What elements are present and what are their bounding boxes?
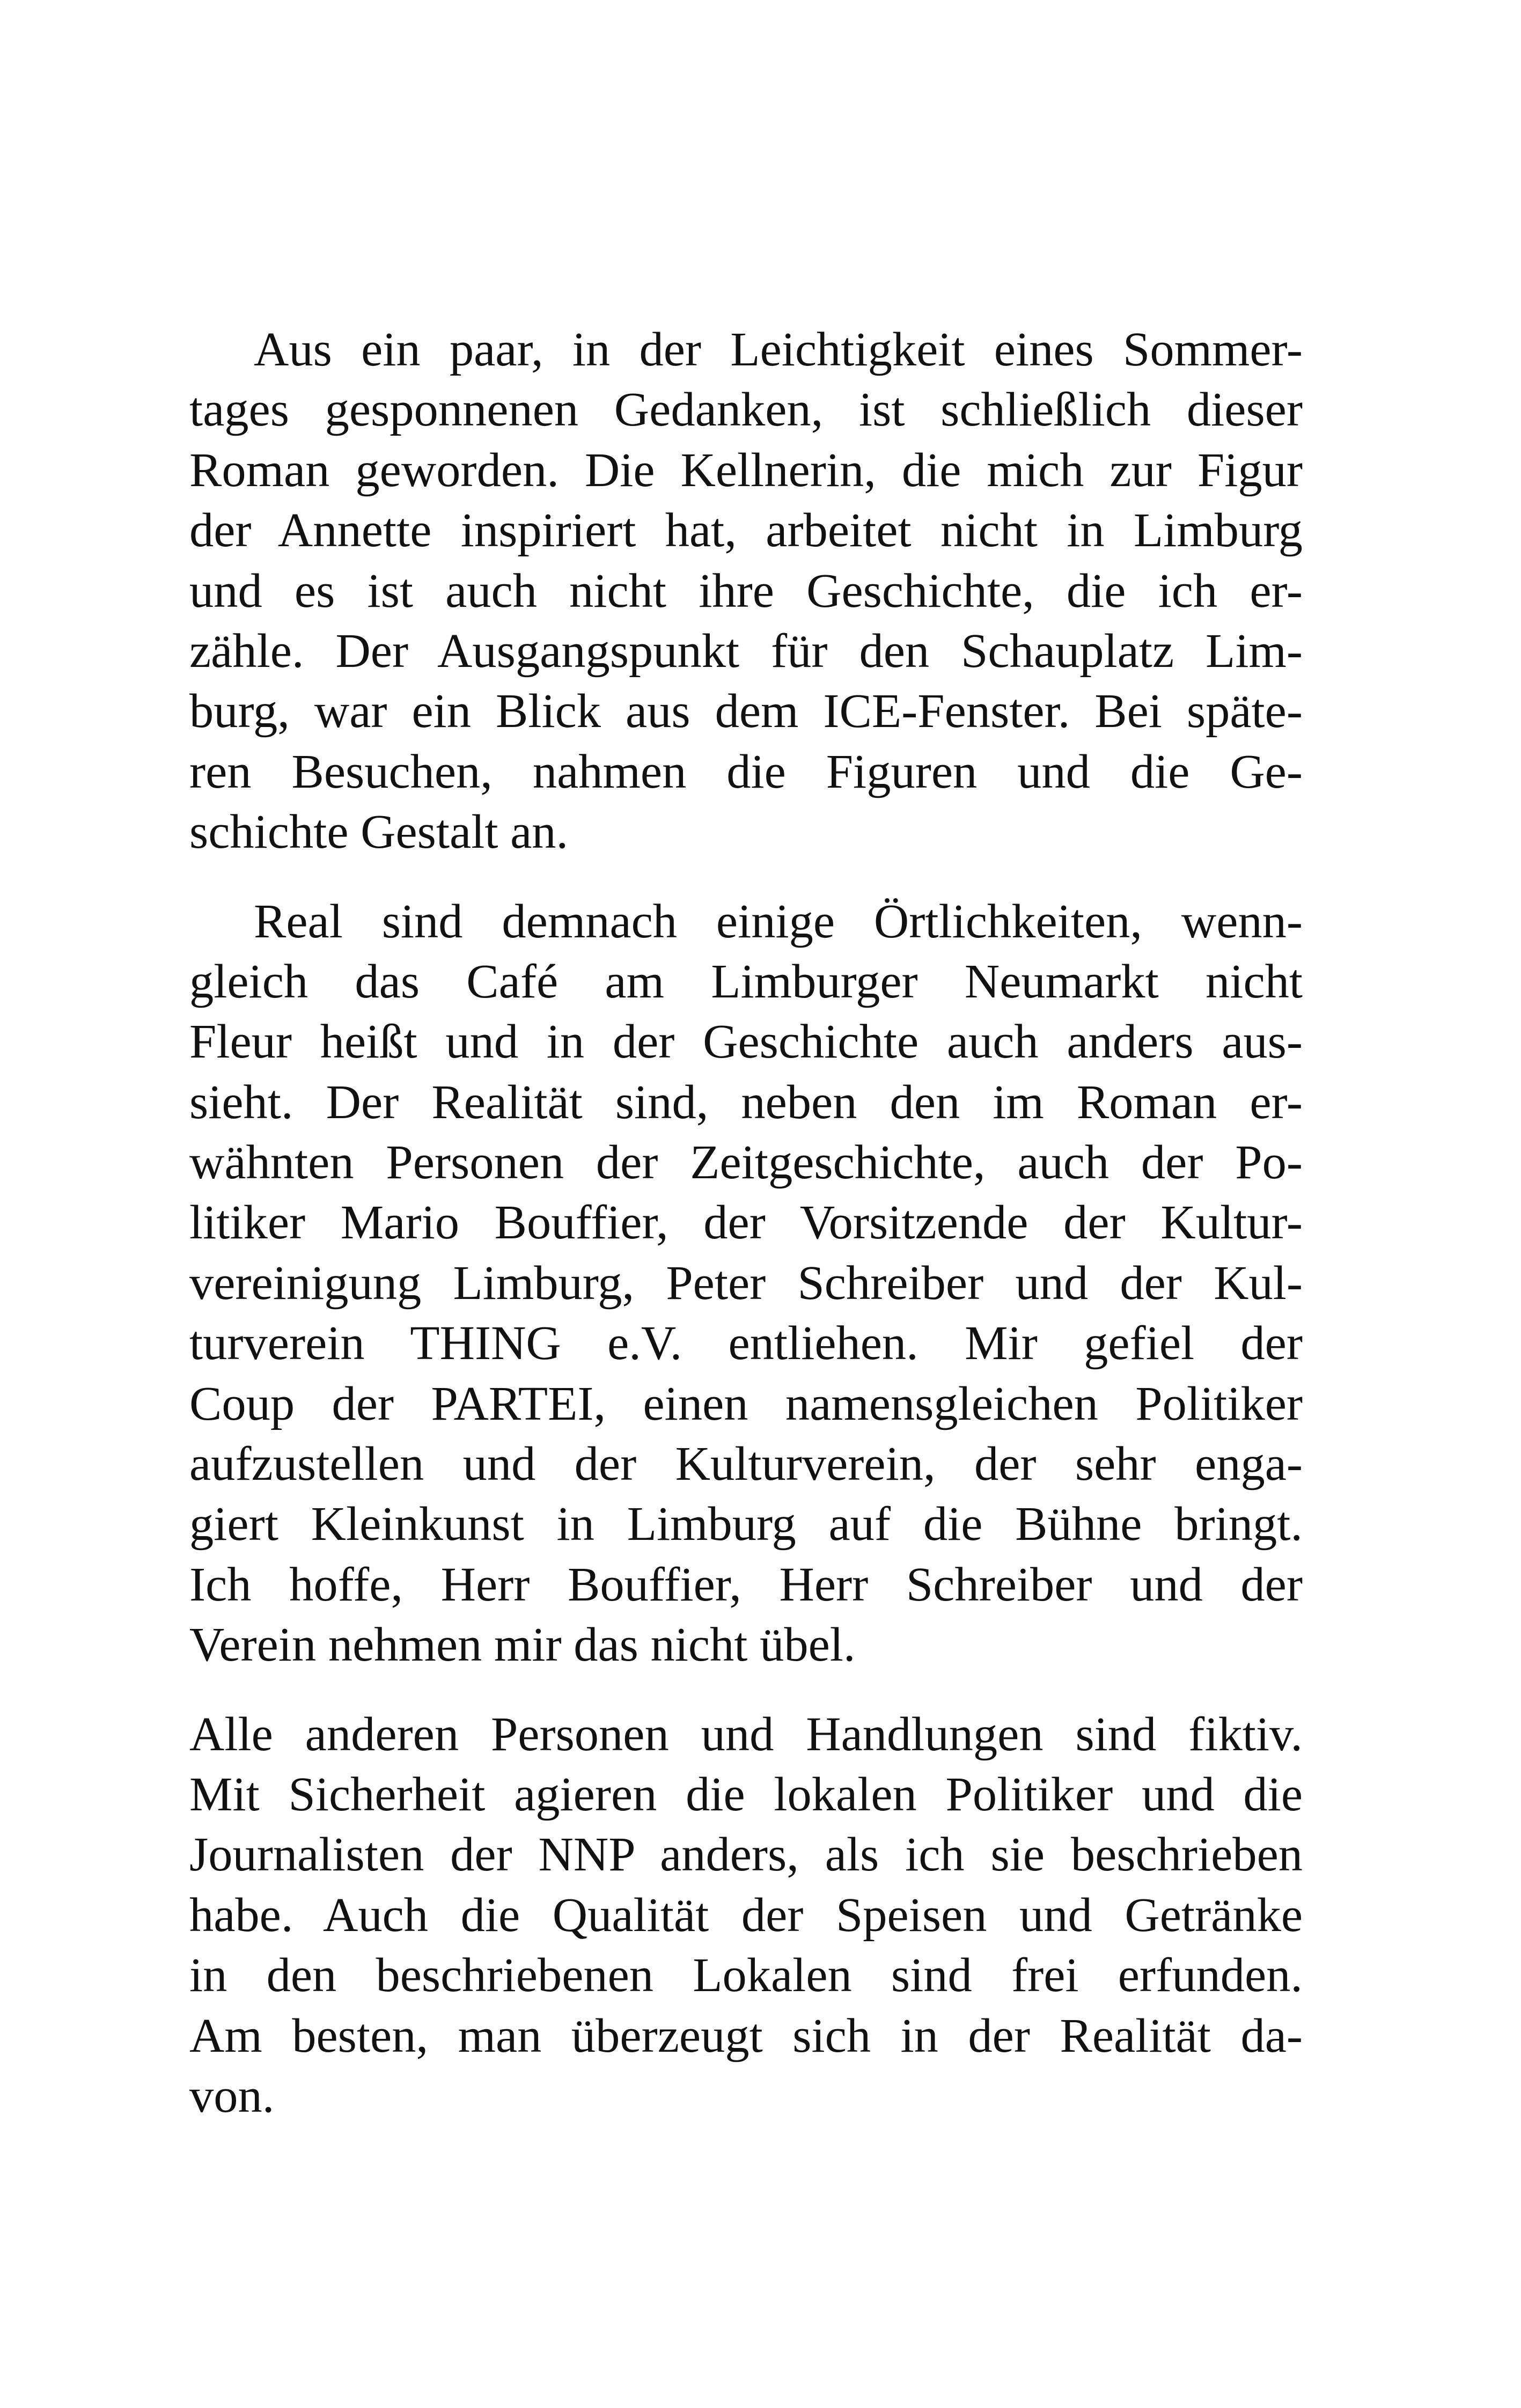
text-line: zähle. Der Ausgangspunkt für den Schauplatz Lim- [189, 623, 1303, 678]
text-line: burg, war ein Blick aus dem ICE-Fenster. Bei späte- [189, 684, 1303, 738]
text-line: wähnten Personen der Zeitgeschichte, auch der Po- [189, 1135, 1303, 1190]
text-line: Alle anderen Personen und Handlungen sind fiktiv. [189, 1706, 1303, 1761]
text-line: der Annette inspiriert hat, arbeitet nicht in Limburg [189, 503, 1303, 557]
text-line: Fleur heißt und in der Geschichte auch anders aus- [189, 1014, 1303, 1069]
text-line: Ich hoffe, Herr Bouffier, Herr Schreiber und der [189, 1557, 1303, 1611]
body-text [189, 319, 1303, 2126]
paragraph-2 [189, 891, 1303, 1675]
paragraph-3 [189, 1704, 1303, 2126]
text-line: Journalisten der NNP anders, als ich sie beschrieben [189, 1827, 1303, 1882]
text-line: schichte Gestalt an. [189, 804, 569, 859]
text-line: Mit Sicherheit agieren die lokalen Politiker und die [189, 1766, 1303, 1821]
text-line: in den beschriebenen Lokalen sind frei erfunden. [189, 1948, 1303, 2002]
text-line: und es ist auch nicht ihre Geschichte, die ich er- [189, 563, 1303, 618]
text-line: turverein THING e.V. entliehen. Mir gefiel der [189, 1316, 1303, 1370]
text-line: vereinigung Limburg, Peter Schreiber und der Kul- [189, 1255, 1303, 1310]
text-line: sieht. Der Realität sind, neben den im Roman er- [189, 1074, 1303, 1129]
text-line: Roman geworden. Die Kellnerin, die mich zur Figur [189, 442, 1303, 497]
text-line: Coup der PARTEI, einen namensgleichen Politiker [189, 1376, 1303, 1430]
text-line: tages gesponnenen Gedanken, ist schließlich dieser [189, 382, 1303, 437]
text-line: litiker Mario Bouffier, der Vorsitzende der Kultur- [189, 1195, 1303, 1250]
text-line: ren Besuchen, nahmen die Figuren und die Ge- [189, 744, 1303, 798]
text-line: gleich das Café am Limburger Neumarkt nicht [189, 953, 1303, 1008]
text-line: Real sind demnach einige Örtlichkeiten, wenn- [254, 893, 1303, 948]
paragraph-1 [189, 319, 1303, 862]
text-line: Verein nehmen mir das nicht übel. [189, 1617, 856, 1672]
text-line: habe. Auch die Qualität der Speisen und Getränke [189, 1887, 1303, 1942]
text-line: Aus ein paar, in der Leichtigkeit eines Sommer- [254, 322, 1303, 376]
text-line: giert Kleinkunst in Limburg auf die Bühne bringt. [189, 1496, 1303, 1551]
text-line: von. [189, 2068, 275, 2123]
text-line: aufzustellen und der Kulturverein, der sehr enga- [189, 1436, 1303, 1491]
text-line: Am besten, man überzeugt sich in der Realität da- [189, 2008, 1303, 2062]
